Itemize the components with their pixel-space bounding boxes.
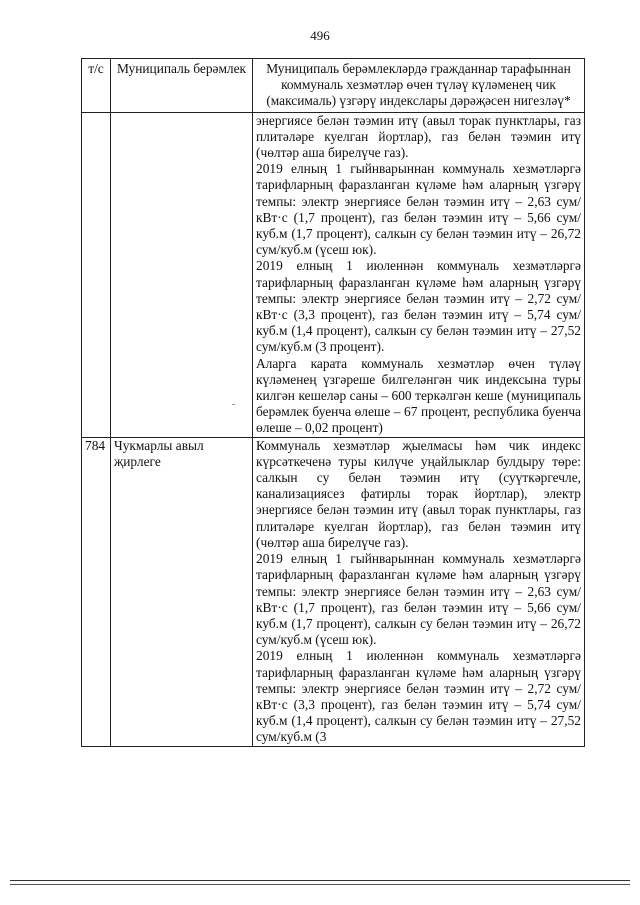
- paragraph: 2019 елның 1 гыйнварыннан коммуналь хезмәтләргә тарифларның фаразланган күләме һәм аларның үзгәрү темпы: электр энергиясе белән тәэмин итү – 2,63 сум/кВт·с (1,7 процент), газ белән тәэмин итү – 5,66 сум/куб.м (1,7 процент), салкын су белән тәэмин итү – 26,72 сум/куб.м (үсеш юк).: [256, 161, 581, 258]
- paragraph: Аларга карата коммуналь хезмәтләр өчен түләү күләменең үзгәреше билгеләнгән чик индексына туры килгән кешеләр саны – 600 теркәлгән кеше (муниципаль берәмлек буенча өлеше – 67 процент, республика буенча өлеше – 0,02 процент): [256, 355, 581, 436]
- row-municipality: [111, 112, 253, 437]
- paragraph: энергиясе белән тәэмин итү (авыл торак пунктлары, газ плитәләре куелган йортлар), газ белән тәэмин итү (чөлтәр аша бирелүче газ).: [256, 112, 581, 161]
- paragraph: 2019 елның 1 июленнән коммуналь хезмәтләргә тарифларның фаразланган күләме һәм аларның үзгәрү темпы: электр энергиясе белән тәэмин итү – 2,72 сум/кВт·с (3,3 процент), газ белән тәэмин итү – 5,74 сум/куб.м (1,4 процент), салкын су белән тәэмин итү – 27,52 сум/куб.м (3 процент).: [256, 258, 581, 355]
- header-justification: Муниципаль берәмлекләрдә гражданнар тарафыннан коммуналь хезмәтләр өчен түләү күләменең чик (максималь) үзгәрү индекслары дәрәҗәсен нигезләү*: [253, 59, 585, 113]
- table-header-row: [82, 59, 585, 113]
- row-number: 784: [82, 437, 111, 746]
- row-number: [82, 112, 111, 437]
- header-number: т/с: [82, 59, 111, 113]
- table-row: [82, 437, 585, 746]
- table-row: [82, 112, 585, 437]
- scan-bottom-edge-shadow: [10, 884, 630, 885]
- paragraph: 2019 елның 1 июленнән коммуналь хезмәтләргә тарифларның фаразланган күләме һәм аларның үзгәрү темпы: электр энергиясе белән тәэмин итү – 2,72 сум/кВт·с (3,3 процент), газ белән тәэмин итү – 5,74 сум/куб.м (1,4 процент), салкын су белән тәэмин итү – 27,52 сум/куб.м (3: [256, 648, 581, 745]
- header-municipality: Муниципаль берәмлек: [111, 59, 253, 113]
- paragraph: 2019 елның 1 гыйнварыннан коммуналь хезмәтләргә тарифларның фаразланган күләме һәм аларның үзгәрү темпы: электр энергиясе белән тәэмин итү – 2,63 сум/кВт·с (1,7 процент), газ белән тәэмин итү – 5,66 сум/куб.м (1,7 процент), салкын су белән тәэмин итү – 26,72 сум/куб.м (үсеш юк).: [256, 551, 581, 648]
- paragraph: Коммуналь хезмәтләр җыелмасы һәм чик индекс күрсәткеченә туры килүче уңайлыклар булдыру төре: салкын су белән тәэмин итү (суүткәргечле, канализациясез фатирлы торак йортлар), электр энергиясе белән тәэмин итү (авыл торак пунктлары, газ плитәләре куелган йортлар), газ белән тәэмин итү (чөлтәр аша бирелүче газ).: [256, 437, 581, 550]
- row-municipality: Чукмарлы авыл җирлеге: [111, 437, 253, 746]
- scan-speck: [232, 404, 235, 405]
- scan-bottom-edge: [10, 880, 630, 881]
- row-justification: [253, 437, 585, 746]
- tariff-table: [81, 58, 585, 747]
- row-justification: [253, 112, 585, 437]
- page-number: 496: [310, 28, 330, 43]
